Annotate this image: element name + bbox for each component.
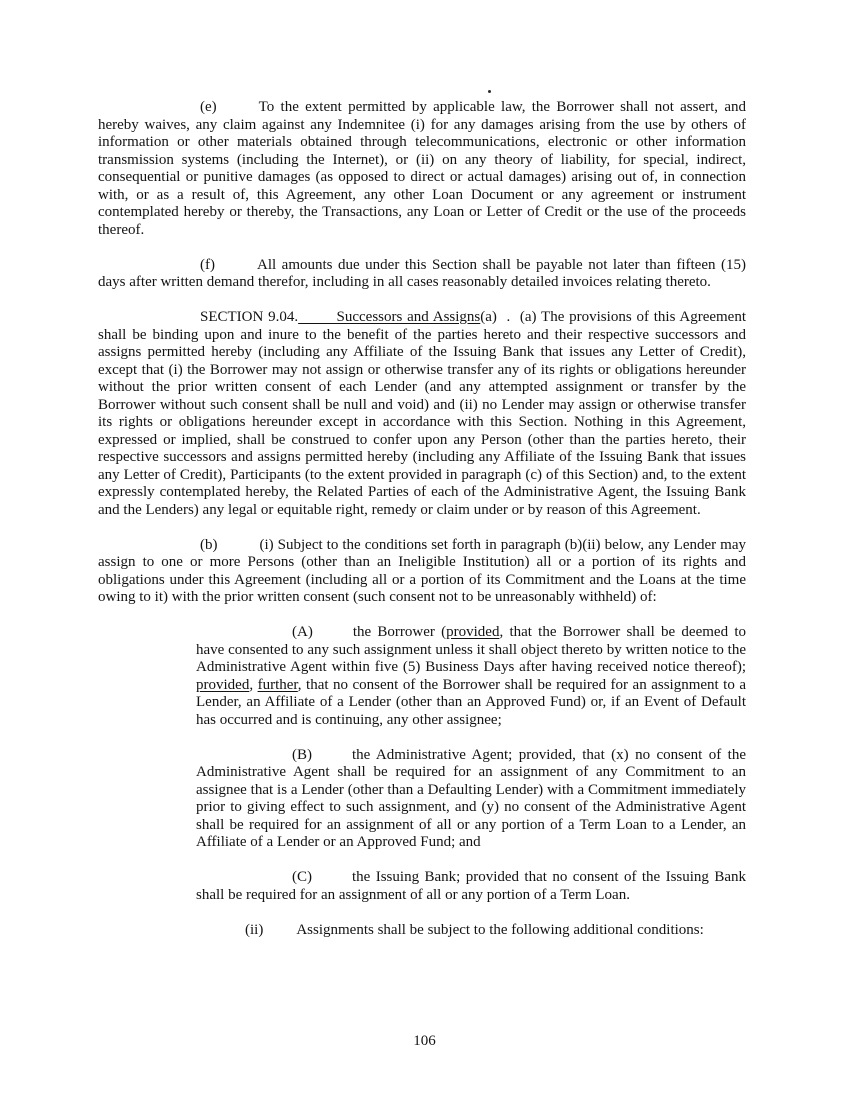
paragraph-text: All amounts due under this Section shall be payable not later than fifteen (15) days after written demand therefor, including in all cases reasonably detailed invoices relating thereto. (98, 256, 746, 290)
underlined-text: provided (446, 624, 500, 640)
paragraph-label: (b) (200, 536, 218, 553)
paragraph-b (98, 537, 746, 607)
paragraph-text: the Issuing Bank; provided that no consent of the Issuing Bank shall be required for an assignment of all or any portion of a Term Loan. (196, 869, 746, 903)
paragraph-label: (f) (200, 256, 215, 273)
paragraph-label: (e) (200, 99, 217, 115)
section-separator: . (496, 309, 520, 325)
paragraph-text: , that the Borrower shall be deemed to have consented to any such assignment unless it shall object thereto by written notice to the Administrative Agent within five (5) Business Days after having received notice thereof); (196, 624, 746, 675)
page-number: 106 (413, 1033, 436, 1049)
paragraph-text: Assignments shall be subject to the following additional conditions: (296, 921, 704, 938)
paragraph-sub-C (196, 869, 746, 904)
underlined-text: provided (196, 676, 250, 693)
paragraph-sub-A (196, 624, 746, 729)
paragraph-text: (i) Subject to the conditions set forth in paragraph (b)(ii) below, any Lender may assign to one or more Persons (other than an Ineligible Institution) all or a portion of its rights and obligations under this Agreement (including all or a portion of its Commitment and the Loans at the time owing to it) with the prior written consent (such consent not to be unreasonably withheld) of: (98, 536, 746, 605)
scan-artifact-dot (488, 90, 491, 93)
paragraph-text: (a) The provisions of this Agreement shall be binding upon and inure to the benefit of the parties hereto and their respective successors and assigns permitted hereby (including any Affiliate of the Issuing Bank that issues any Letter of Credit), except that (i) the Borrower may not assign or otherwise transfer any of its rights or obligations hereunder without the prior written consent of each Lender (and any attempted assignment or transfer by the Borrower without such consent shall be null and void) and (ii) no Lender may assign or otherwise transfer its rights or obligations hereunder except in accordance with this Section. Nothing in this Agreement, expressed or implied, shall be construed to confer upon any Person (other than the parties hereto, their respective successors and assigns permitted hereby (including any Affiliate of the Issuing Bank that issues any Letter of Credit), Participants (to the extent provided in paragraph (c) of this Section) and, to the extent expressly contemplated hereby, the Related Parties of each of the Administrative Agent, the Issuing Bank and the Lenders) any legal or equitable right, remedy or claim under or by reason of this Agreement. (98, 309, 747, 518)
underlined-text: further (257, 676, 298, 693)
paragraph-text: , (249, 676, 258, 693)
paragraph-sub-B (196, 747, 746, 852)
paragraph-label: (A) (292, 624, 313, 640)
paragraph-f (98, 257, 746, 292)
paragraph-label: (B) (292, 746, 312, 763)
section-underline-gap (298, 309, 336, 325)
section-title-suffix: (a) (480, 309, 497, 325)
paragraph-text: To the extent permitted by applicable law, the Borrower shall not assert, and hereby waives, any claim against any Indemnitee (i) for any damages arising from the use by others of information or other materials obtained through telecommunications, electronic or other information transmission systems (including the Internet), or (ii) on any theory of liability, for special, indirect, consequential or punitive damages (as opposed to direct or actual damages) arising out of, in connection with, or as a result of, this Agreement, any other Loan Document or any agreement or instrument contemplated hereby or thereby, the Transactions, any Loan or Letter of Credit or the use of the proceeds thereof. (98, 99, 746, 238)
paragraph-text: the Administrative Agent; provided, that (x) no consent of the Administrative Agent shall be required for an assignment of any Commitment to an assignee that is a Lender (other than a Defaulting Lender) with a Commitment immediately prior to giving effect to such assignment, and (y) no consent of the Administrative Agent shall be required for an assignment of all or any portion of a Term Loan to a Lender, an Affiliate of a Lender or an Approved Fund; and (196, 746, 746, 850)
paragraph-e (98, 99, 746, 239)
paragraph-label: (C) (292, 869, 312, 885)
paragraph-section-9-04 (98, 309, 746, 519)
section-title: Successors and Assigns (336, 309, 481, 325)
paragraph-text: the Borrower ( (352, 624, 447, 640)
paragraph-label: (ii) (245, 921, 264, 938)
paragraph-text: , that no consent of the Borrower shall be required for an assignment to a Lender, an Affiliate of a Lender (other than an Approved Fund) or, if an Event of Default has occurred and is continuing, any other assignee; (196, 676, 746, 728)
paragraph-ii (98, 922, 746, 940)
section-number: SECTION 9.04. (200, 309, 299, 325)
page-body-text (98, 99, 746, 939)
